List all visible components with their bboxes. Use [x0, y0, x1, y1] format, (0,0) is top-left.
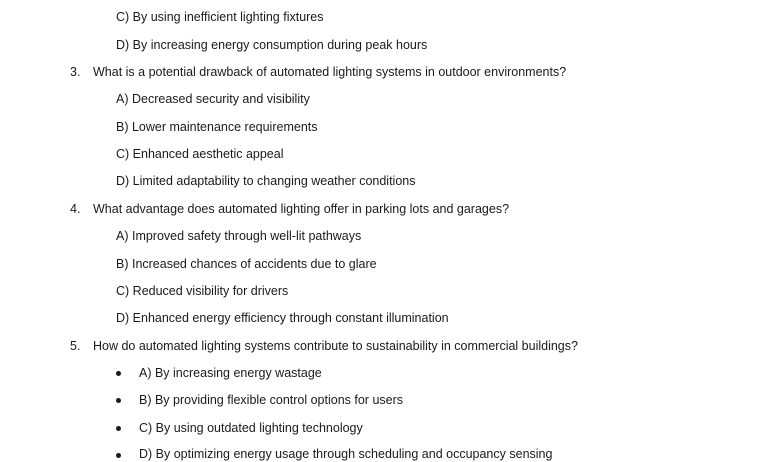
- question-text: How do automated lighting systems contribute to sustainability in commercial buildings?: [93, 339, 578, 353]
- option-b: B) Increased chances of accidents due to glare: [116, 257, 377, 271]
- option-d: D) By increasing energy consumption during peak hours: [116, 38, 428, 52]
- bullet-icon: [116, 453, 121, 458]
- option-a: A) Decreased security and visibility: [116, 92, 310, 106]
- option-b: B) Lower maintenance requirements: [116, 120, 318, 134]
- bullet-icon: [116, 371, 121, 376]
- option-c: C) By using outdated lighting technology: [139, 421, 363, 435]
- question-number: 3.: [70, 65, 81, 79]
- option-c: C) By using inefficient lighting fixtures: [116, 10, 324, 24]
- option-c: C) Enhanced aesthetic appeal: [116, 147, 284, 161]
- option-d: D) By optimizing energy usage through scheduling and occupancy sensing: [139, 447, 553, 461]
- option-c: C) Reduced visibility for drivers: [116, 284, 289, 298]
- option-d: D) Limited adaptability to changing weather conditions: [116, 174, 416, 188]
- bullet-icon: [116, 426, 121, 431]
- option-d: D) Enhanced energy efficiency through constant illumination: [116, 311, 449, 325]
- option-b: B) By providing flexible control options for users: [139, 393, 404, 407]
- option-a: A) Improved safety through well-lit pathways: [116, 229, 362, 243]
- question-number: 5.: [70, 339, 81, 353]
- question-text: What is a potential drawback of automated lighting systems in outdoor environments?: [93, 65, 567, 79]
- question-number: 4.: [70, 202, 81, 216]
- option-a: A) By increasing energy wastage: [139, 366, 322, 380]
- bullet-icon: [116, 398, 121, 403]
- question-text: What advantage does automated lighting offer in parking lots and garages?: [93, 202, 510, 216]
